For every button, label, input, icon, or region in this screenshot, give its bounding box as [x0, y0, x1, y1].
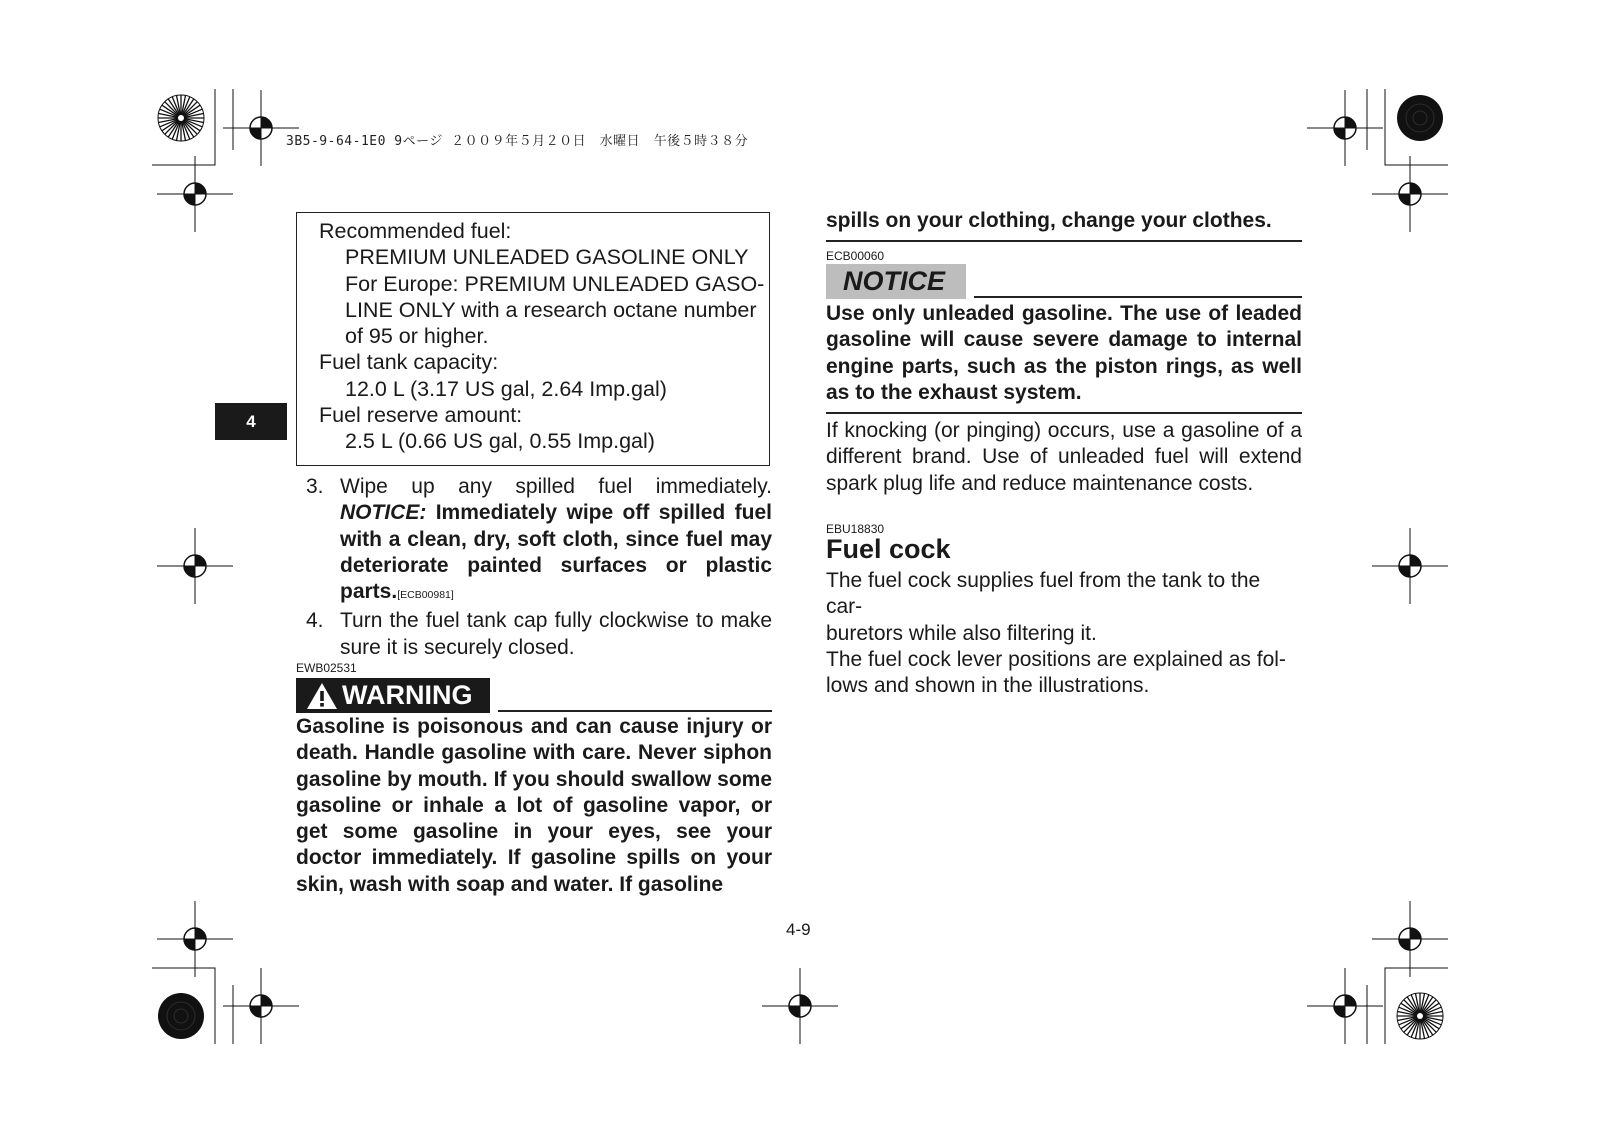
step-3: [296, 474, 772, 608]
registration-mark-icon: [157, 901, 233, 977]
registration-mark-icon: [157, 528, 233, 604]
paragraph-line: The fuel cock lever positions are explained as fol-: [826, 647, 1286, 671]
registration-mark-icon: [223, 90, 299, 166]
registration-mark-icon: [223, 968, 299, 1044]
registration-mark-icon: [1307, 968, 1383, 1044]
solid-circle-mark-icon: [158, 993, 204, 1039]
notice-code: ECB00060: [826, 249, 885, 263]
tank-capacity-label: Fuel tank capacity:: [319, 350, 499, 375]
recommended-fuel-line: For Europe: PREMIUM UNLEADED GASO-: [345, 271, 765, 296]
warning-badge: [296, 678, 490, 713]
warning-code: EWB02531: [296, 661, 357, 675]
recommended-fuel-label: Recommended fuel:: [319, 219, 512, 243]
section-code: EBU18830: [826, 522, 885, 536]
notice-rule: [974, 296, 1302, 298]
warning-end-rule: [826, 240, 1302, 242]
starburst-mark-icon: [1397, 993, 1443, 1039]
tank-capacity-value: 12.0 L (3.17 US gal, 2.64 Imp.gal): [345, 376, 667, 401]
section-title: Fuel cock: [826, 534, 951, 564]
step-4: [296, 608, 772, 661]
paragraph-line: The fuel cock supplies fuel from the tank to the car-: [826, 569, 1261, 619]
solid-circle-mark-icon: [1397, 95, 1443, 141]
registration-mark-icon: [1372, 156, 1448, 232]
warning-continuation: spills on your clothing, change your clothes.: [826, 209, 1272, 232]
registration-mark-icon: [157, 156, 233, 232]
paragraph-line: buretors while also filtering it.: [826, 621, 1097, 645]
warning-rule: [498, 710, 772, 712]
registration-mark-icon: [762, 968, 838, 1044]
refuel-steps: [296, 474, 772, 661]
page-number: 4-9: [786, 920, 811, 939]
registration-mark-icon: [1307, 90, 1383, 166]
chapter-tab: 4: [215, 403, 287, 440]
warning-label: WARNING: [342, 680, 473, 710]
reference-code: [ECB00981]: [397, 589, 454, 602]
notice-inline-label: NOTICE:: [340, 501, 427, 525]
notice-text: Use only unleaded gasoline. The use of leaded gasoline will cause severe damage to internal engine parts, such as the piston rings, as well as to the exhaust system.: [826, 302, 1302, 404]
fuel-cock-paragraph: [826, 568, 1302, 699]
notice-badge: NOTICE: [826, 264, 966, 299]
registration-mark-icon: [1372, 528, 1448, 604]
knocking-paragraph: If knocking (or pinging) occurs, use a gasoline of a different brand. Use of unleaded fuel will extend spark plug life and reduce maintenance costs.: [826, 419, 1302, 495]
recommended-fuel-line: PREMIUM UNLEADED GASOLINE ONLY: [345, 245, 749, 270]
reserve-value: 2.5 L (0.66 US gal, 0.55 Imp.gal): [345, 429, 655, 454]
step-text: Turn the fuel tank cap fully clockwise to make sure it is securely closed.: [340, 609, 772, 659]
notice-end-rule: [826, 412, 1302, 414]
notice-inline-text: Immediately wipe off spilled fuel with a clean, dry, soft cloth, since fuel may deteriorate painted surfaces or plastic parts.: [340, 501, 772, 604]
step-number: 4.: [306, 609, 324, 633]
warning-triangle-icon: [306, 682, 338, 710]
recommended-fuel-line: LINE ONLY with a research octane number: [345, 297, 757, 322]
warning-text: Gasoline is poisonous and can cause injury or death. Handle gasoline with care. Never siphon gasoline by mouth. If you should swallow some gasoline or inhale a lot of gasoline vapor, or get some gasoline in your eyes, see your doctor immediately. If gasoline spills on your skin, wash with soap and water. If gasoline: [296, 715, 772, 896]
step-number: 3.: [306, 475, 324, 498]
print-header: 3B5-9-64-1E0 9ページ ２００９年５月２０日 水曜日 午後５時３８分: [286, 134, 749, 149]
registration-mark-icon: [1372, 901, 1448, 977]
step-text: Wipe up any spilled fuel immediately.: [340, 475, 772, 498]
starburst-mark-icon: [158, 95, 204, 141]
reserve-label: Fuel reserve amount:: [319, 403, 523, 428]
recommended-fuel-line: of 95 or higher.: [345, 324, 489, 349]
fuel-spec-box: [296, 212, 770, 466]
paragraph-line: lows and shown in the illustrations.: [826, 674, 1150, 698]
